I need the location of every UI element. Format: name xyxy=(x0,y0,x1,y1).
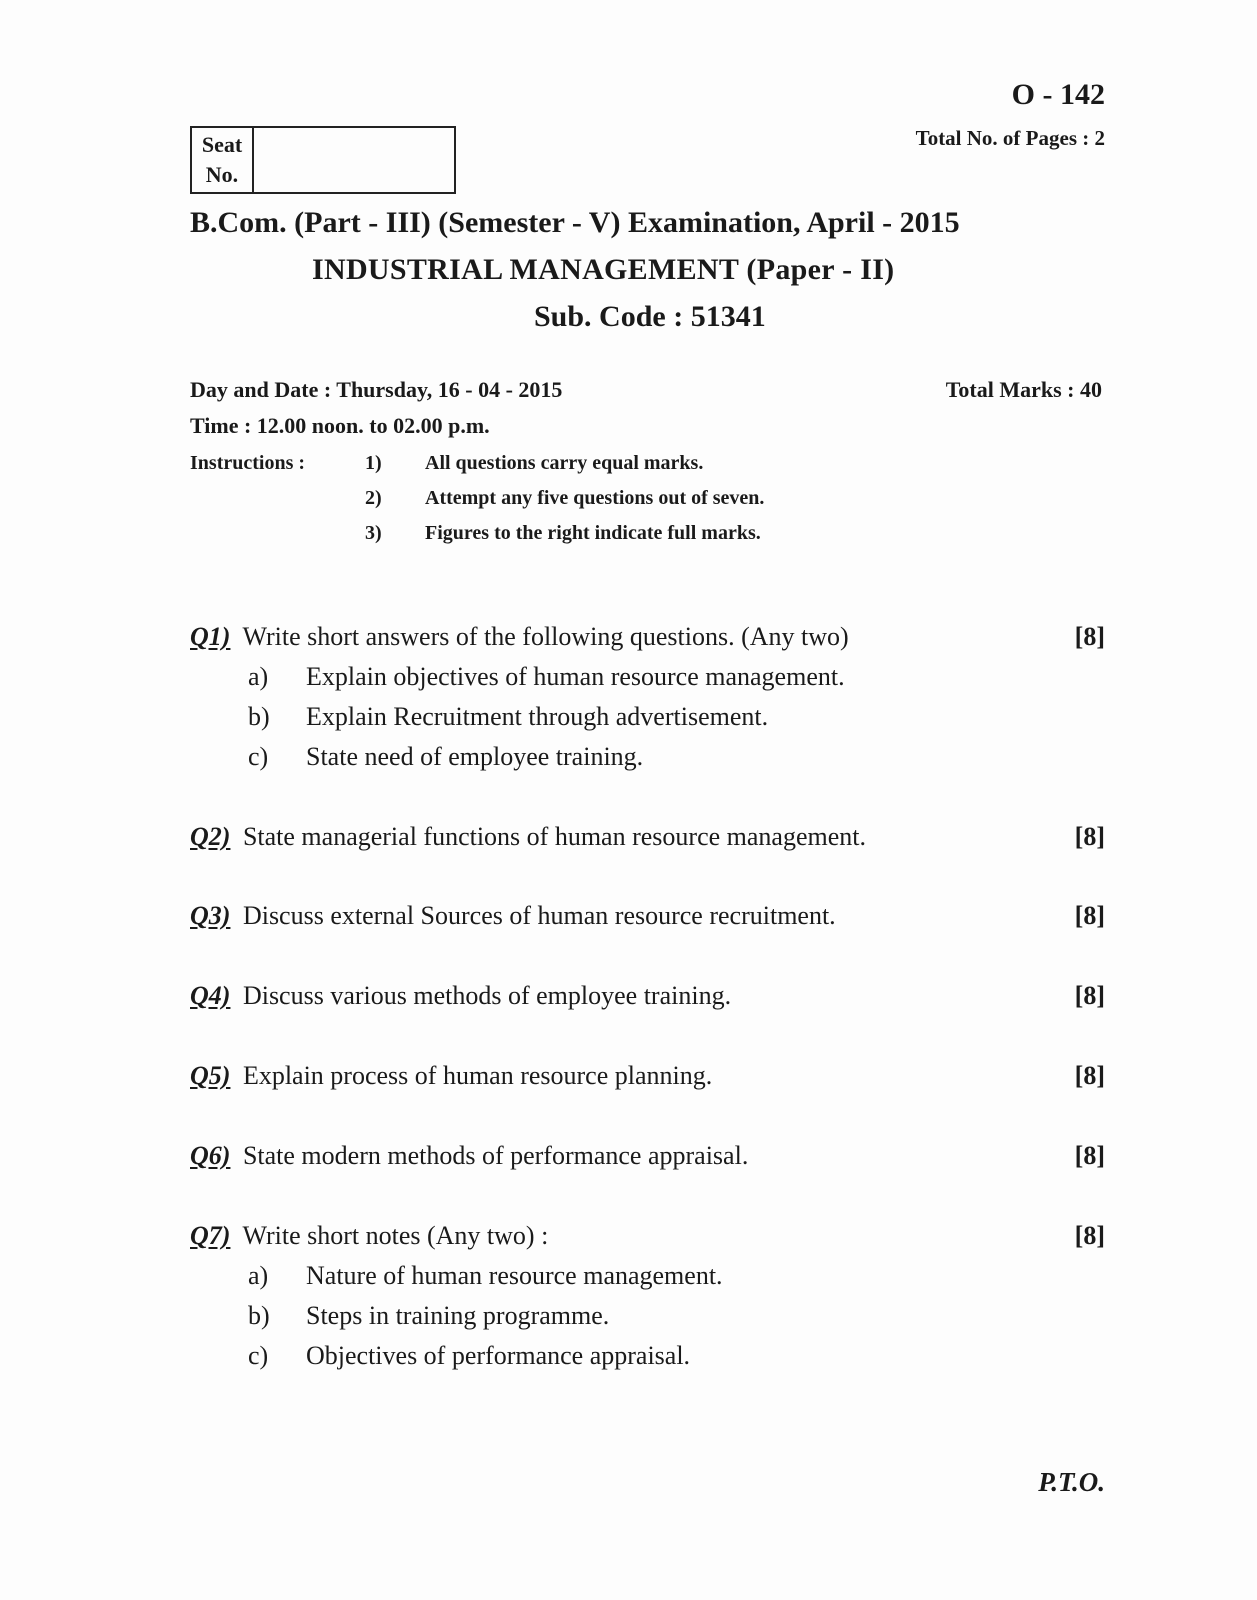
total-marks: Total Marks : 40 xyxy=(945,377,1102,402)
sub-question-letter: c) xyxy=(248,1341,269,1370)
question-marks: [8] xyxy=(1074,1221,1105,1250)
question-number: Q6) xyxy=(190,1141,231,1170)
exam-title: B.Com. (Part - III) (Semester - V) Examination, April - 2015 xyxy=(190,206,960,239)
sub-question-text: Steps in training programme. xyxy=(306,1301,610,1330)
question-text: Write short notes (Any two) : xyxy=(242,1221,549,1250)
instruction-number: 1) xyxy=(365,452,382,474)
sub-code: Sub. Code : 51341 xyxy=(534,300,766,333)
question-number: Q4) xyxy=(190,981,231,1010)
subject-title: INDUSTRIAL MANAGEMENT (Paper - II) xyxy=(312,253,895,286)
seat-label xyxy=(192,128,254,192)
question-3 xyxy=(190,901,836,931)
paper-code: O - 142 xyxy=(1011,78,1105,111)
instruction-text: Figures to the right indicate full marks. xyxy=(425,522,761,544)
sub-question-text: State need of employee training. xyxy=(306,742,644,771)
question-marks: [8] xyxy=(1074,1141,1105,1170)
question-number: Q1) xyxy=(190,622,231,651)
instruction-number: 2) xyxy=(365,487,382,509)
sub-question-text: Explain Recruitment through advertisement. xyxy=(306,702,769,731)
instruction-number: 3) xyxy=(365,522,382,544)
day-date: Day and Date : Thursday, 16 - 04 - 2015 xyxy=(190,377,563,402)
question-number: Q7) xyxy=(190,1221,231,1250)
instruction-text: Attempt any five questions out of seven. xyxy=(425,487,765,509)
seat-number-box xyxy=(190,126,456,194)
question-4 xyxy=(190,981,731,1011)
sub-question-letter: a) xyxy=(248,662,269,691)
question-number: Q5) xyxy=(190,1061,231,1090)
question-number: Q2) xyxy=(190,822,231,851)
instructions-label: Instructions : xyxy=(190,452,306,474)
question-marks: [8] xyxy=(1074,622,1105,651)
total-pages: Total No. of Pages : 2 xyxy=(915,126,1105,150)
sub-question-text: Nature of human resource management. xyxy=(306,1261,723,1290)
please-turn-over: P.T.O. xyxy=(1038,1467,1105,1497)
question-marks: [8] xyxy=(1074,981,1105,1010)
question-number: Q3) xyxy=(190,901,231,930)
sub-question-letter: c) xyxy=(248,742,269,771)
question-7 xyxy=(190,1221,548,1251)
sub-question-text: Objectives of performance appraisal. xyxy=(306,1341,691,1370)
question-1 xyxy=(190,622,849,652)
question-5 xyxy=(190,1061,712,1091)
question-marks: [8] xyxy=(1074,901,1105,930)
seat-number-field xyxy=(254,128,454,192)
instruction-text: All questions carry equal marks. xyxy=(425,452,704,474)
question-text: State managerial functions of human resource management. xyxy=(242,822,866,851)
sub-question-letter: b) xyxy=(248,702,270,731)
question-marks: [8] xyxy=(1074,822,1105,851)
question-text: Discuss various methods of employee training. xyxy=(242,981,732,1010)
question-6 xyxy=(190,1141,748,1171)
sub-question-text: Explain objectives of human resource management. xyxy=(306,662,845,691)
question-text: Explain process of human resource planning. xyxy=(242,1061,713,1090)
question-text: State modern methods of performance appraisal. xyxy=(242,1141,749,1170)
sub-question-letter: b) xyxy=(248,1301,270,1330)
question-text: Discuss external Sources of human resource recruitment. xyxy=(242,901,836,930)
question-marks: [8] xyxy=(1074,1061,1105,1090)
question-2 xyxy=(190,822,866,852)
seat-label-line2: No. xyxy=(205,162,239,187)
seat-label-line1: Seat xyxy=(201,132,243,157)
question-text: Write short answers of the following questions. (Any two) xyxy=(242,622,849,651)
exam-time: Time : 12.00 noon. to 02.00 p.m. xyxy=(190,413,490,438)
sub-question-letter: a) xyxy=(248,1261,269,1290)
